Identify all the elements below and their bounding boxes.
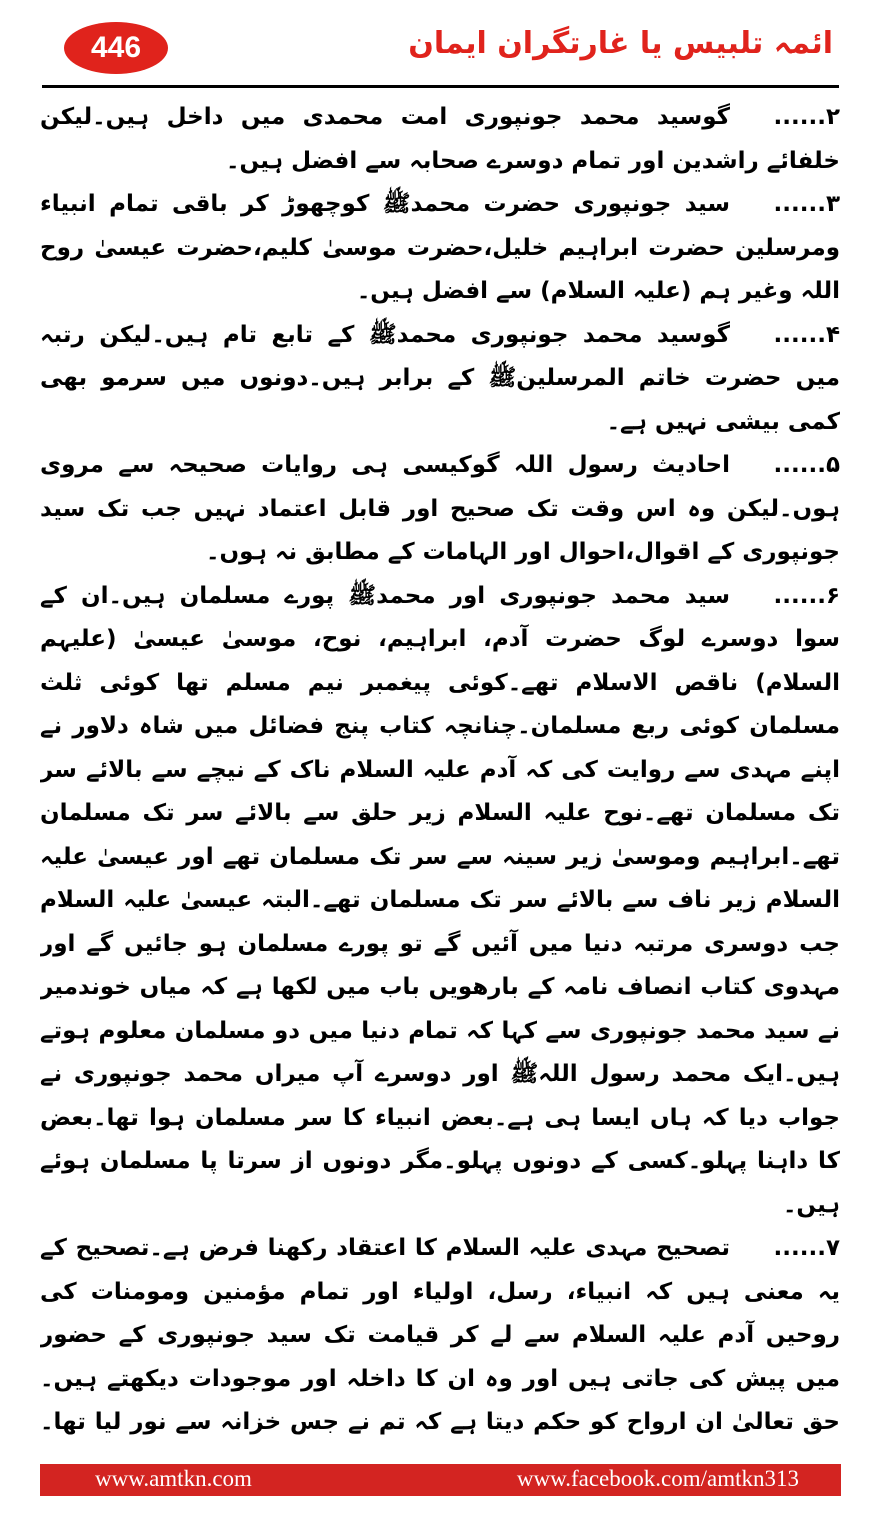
paragraph-6 bbox=[40, 575, 840, 1228]
header-divider bbox=[42, 85, 839, 88]
paragraph-text: سید محمد جونپوری اور محمدﷺ پورے مسلمان ہیں۔ان کے سوا دوسرے لوگ حضرت آدم، ابراہیم، نوح، موسیٰ عیسیٰ (علیہم السلام) ناقص الاسلام تھے۔کوئی پیغمبر نیم مسلم تھا کوئی ثلث مسلمان کوئی ربع مسلمان۔چنانچہ کتاب پنج فضائل میں شاہ دلاور نے اپنے مہدی سے روایت کی کہ آدم علیہ السلام ناک کے نیچے سے بالائے سر تک مسلمان تھے۔نوح علیہ السلام زیر حلق سے بالائے سر تک مسلمان تھے۔ابراہیم وموسیٰ زیر سینہ سے سر تک مسلمان تھے اور عیسیٰ علیہ السلام زیر ناف سے بالائے سر تک مسلمان تھے۔البتہ عیسیٰ علیہ السلام جب دوسری مرتبہ دنیا میں آئیں گے تو پورے مسلمان ہو جائیں گے اور مہدوی کتاب انصاف نامہ کے بارھویں باب میں لکھا ہے کہ میاں خوندمیر نے سید محمد جونپوری سے کہا کہ تمام دنیا میں دو مسلمان معلوم ہوتے ہیں۔ایک محمد رسول اللہﷺ اور دوسرے آپ میراں محمد جونپوری نے جواب دیا کہ ہاں ایسا ہی ہے۔بعض انبیاء کا سر مسلمان ہوا تھا۔بعض کا داہنا پہلو۔کسی کے دونوں پہلو۔مگر دونوں از سرتا پا مسلمان ہوئے ہیں۔ bbox=[40, 582, 840, 1218]
paragraph-number: ۴...... bbox=[773, 321, 840, 348]
paragraph-text: تصحیح مہدی علیہ السلام کا اعتقاد رکھنا فرض ہے۔تصحیح کے یہ معنی ہیں کہ انبیاء، رسل، اولیاء اور تمام مؤمنین ومومنات کی روحیں آدم علیہ السلام سے لے کر قیامت تک سید جونپوری کے حضور میں پیش کی جاتی ہیں اور وہ ان کا داخلہ اور موجودات دیکھتے ہیں۔حق تعالیٰ ان ارواح کو حکم دیتا ہے کہ تم نے جس خزانہ سے نور لیا تھا۔ bbox=[40, 1235, 840, 1435]
paragraph-text: گوسید محمد جونپوری محمدﷺ کے تابع تام ہیں۔لیکن رتبہ میں حضرت خاتم المرسلینﷺ کے برابر ہیں۔دونوں میں سرمو بھی کمی بیشی نہیں ہے۔ bbox=[40, 321, 840, 435]
page-number-badge: 446 bbox=[64, 22, 168, 74]
page-footer bbox=[40, 1464, 841, 1496]
paragraph-number: ۳...... bbox=[773, 191, 840, 217]
page-header bbox=[0, 0, 881, 90]
paragraph-number: ۲...... bbox=[773, 104, 840, 130]
paragraph-number: ۵...... bbox=[773, 452, 840, 478]
paragraph-7 bbox=[40, 1227, 840, 1446]
paragraph-text: سید جونپوری حضرت محمدﷺ کوچھوڑ کر باقی تمام انبیاء ومرسلین حضرت ابراہیم خلیل،حضرت موسیٰ کلیم،حضرت عیسیٰ روح اللہ وغیر ہم (علیہ السلام) سے افضل ہیں۔ bbox=[40, 191, 840, 304]
paragraph-text: گوسید محمد جونپوری امت محمدی میں داخل ہیں۔لیکن خلفائے راشدین اور تمام دوسرے صحابہ سے افضل ہیں۔ bbox=[40, 104, 840, 174]
website-link[interactable]: www.amtkn.com bbox=[95, 1466, 252, 1491]
paragraph-text: احادیث رسول اللہ گوکیسی ہی روایات صحیحہ سے مروی ہوں۔لیکن وہ اس وقت تک صحیح اور قابل اعتماد نہیں جب تک سید جونپوری کے اقوال،احوال اور الہامات کے مطابق نہ ہوں۔ bbox=[40, 452, 840, 565]
paragraph-number: ۷...... bbox=[773, 1235, 840, 1261]
paragraph-4 bbox=[40, 314, 840, 445]
book-title: ائمہ تلبیس یا غارتگران ایمان bbox=[408, 26, 833, 61]
paragraph-5 bbox=[40, 444, 840, 575]
paragraph-number: ۶...... bbox=[773, 582, 840, 609]
facebook-link[interactable]: www.facebook.com/amtkn313 bbox=[516, 1466, 799, 1491]
paragraph-3 bbox=[40, 183, 840, 314]
page-body bbox=[40, 96, 840, 1446]
paragraph-2 bbox=[40, 96, 840, 183]
